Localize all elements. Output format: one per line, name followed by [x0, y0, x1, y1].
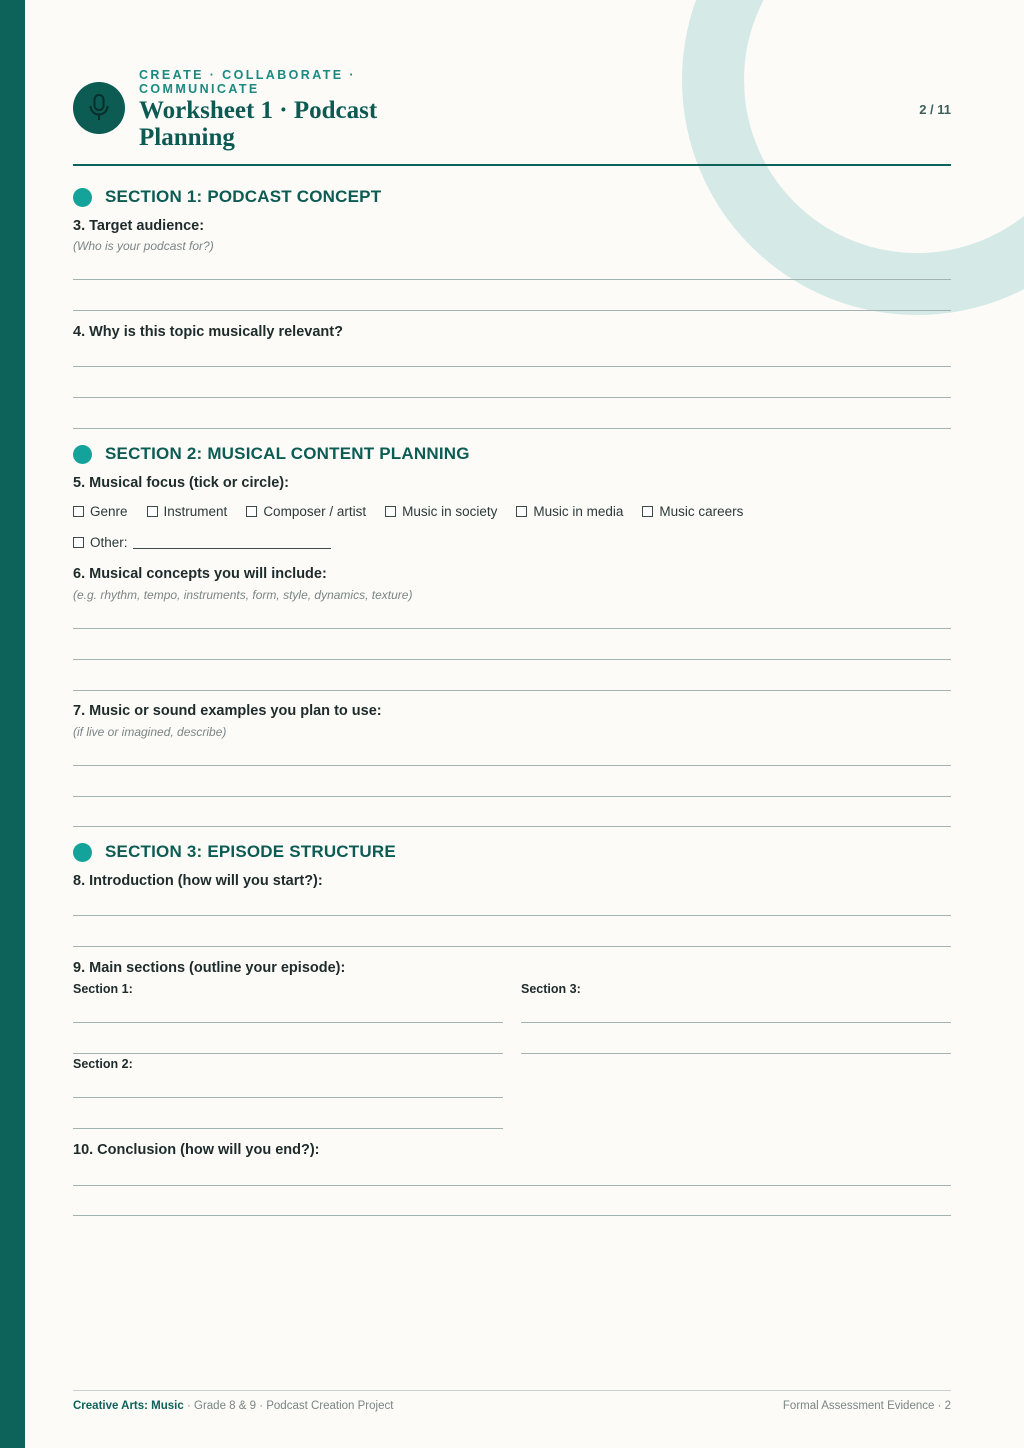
footer-assessment-label: Formal Assessment Evidence · 2 [782, 1400, 951, 1412]
answer-line[interactable] [73, 946, 951, 947]
checkbox-icon[interactable] [642, 506, 653, 517]
answer-line[interactable] [73, 1022, 503, 1023]
header-kicker: CREATE · COLLABORATE · COMMUNICATE [139, 68, 356, 96]
question-9-label: 9. Main sections (outline your episode): [73, 960, 346, 976]
section-3-heading [73, 840, 396, 864]
answer-line[interactable] [73, 690, 951, 691]
answer-line[interactable] [73, 628, 951, 629]
answer-line[interactable] [73, 428, 951, 429]
checkbox-music-careers[interactable]: Music careers [642, 504, 743, 519]
section-3-sublabel: Section 3: [521, 982, 581, 996]
section-1-sublabel: Section 1: [73, 982, 133, 996]
section-2-title: SECTION 2: MUSICAL CONTENT PLANNING [105, 444, 470, 463]
question-7-hint: (if live or imagined, describe) [73, 725, 227, 739]
checkbox-icon[interactable] [147, 506, 158, 517]
footer-course: · Grade 8 & 9 · Podcast Creation Project [183, 1400, 394, 1412]
question-7-label: 7. Music or sound examples you plan to use: [73, 703, 382, 719]
footer-divider [73, 1390, 951, 1391]
checkbox-genre[interactable]: Genre [73, 504, 128, 519]
answer-line[interactable] [73, 1097, 503, 1098]
answer-line[interactable] [73, 1128, 503, 1129]
answer-line[interactable] [73, 397, 951, 398]
answer-line[interactable] [73, 1185, 951, 1186]
page-title: Worksheet 1 · Podcast Planning [139, 97, 378, 151]
question-3-hint: (Who is your podcast for?) [73, 239, 214, 253]
checkbox-composer-artist[interactable]: Composer / artist [246, 504, 366, 519]
answer-line[interactable] [73, 659, 951, 660]
checkbox-other[interactable]: Other: [73, 535, 331, 550]
microphone-badge [73, 82, 125, 134]
header-divider [73, 164, 951, 166]
answer-line[interactable] [73, 765, 951, 766]
checkbox-icon[interactable] [73, 537, 84, 548]
section-2-sublabel: Section 2: [73, 1057, 133, 1071]
section-bullet-icon [73, 843, 92, 862]
question-6-label: 6. Musical concepts you will include: [73, 566, 327, 582]
page-number: 2 / 11 [919, 102, 951, 117]
checkbox-icon[interactable] [385, 506, 396, 517]
answer-line[interactable] [73, 826, 951, 827]
footer-subject: Creative Arts: Music [73, 1400, 184, 1412]
section-2-heading [73, 442, 470, 466]
question-3-label: 3. Target audience: [73, 218, 205, 234]
page-header [73, 66, 951, 166]
other-answer-line[interactable] [133, 537, 331, 549]
answer-line[interactable] [73, 310, 951, 311]
question-6-hint: (e.g. rhythm, tempo, instruments, form, style, dynamics, texture) [73, 588, 413, 602]
question-10-label: 10. Conclusion (how will you end?): [73, 1142, 320, 1158]
checkbox-icon[interactable] [246, 506, 257, 517]
checkbox-icon[interactable] [516, 506, 527, 517]
section-bullet-icon [73, 188, 92, 207]
left-accent-bar [0, 0, 25, 1448]
section-1-heading [73, 185, 381, 209]
focus-options-row [73, 504, 762, 519]
section-1-title: SECTION 1: PODCAST CONCEPT [105, 187, 382, 206]
answer-line[interactable] [521, 1022, 951, 1023]
question-5-label: 5. Musical focus (tick or circle): [73, 475, 289, 491]
question-4-label: 4. Why is this topic musically relevant? [73, 324, 343, 340]
checkbox-music-in-media[interactable]: Music in media [516, 504, 623, 519]
other-option-row [73, 535, 350, 550]
answer-line[interactable] [73, 1053, 503, 1054]
footer-course-info [73, 1400, 393, 1412]
answer-line[interactable] [73, 796, 951, 797]
answer-line[interactable] [73, 279, 951, 280]
section-3-title: SECTION 3: EPISODE STRUCTURE [105, 842, 396, 861]
answer-line[interactable] [73, 366, 951, 367]
question-8-label: 8. Introduction (how will you start?): [73, 873, 323, 889]
answer-line[interactable] [73, 1215, 951, 1216]
checkbox-icon[interactable] [73, 506, 84, 517]
answer-line[interactable] [73, 915, 951, 916]
microphone-icon [86, 93, 112, 123]
checkbox-music-in-society[interactable]: Music in society [385, 504, 497, 519]
section-bullet-icon [73, 445, 92, 464]
answer-line[interactable] [521, 1053, 951, 1054]
checkbox-instrument[interactable]: Instrument [147, 504, 228, 519]
